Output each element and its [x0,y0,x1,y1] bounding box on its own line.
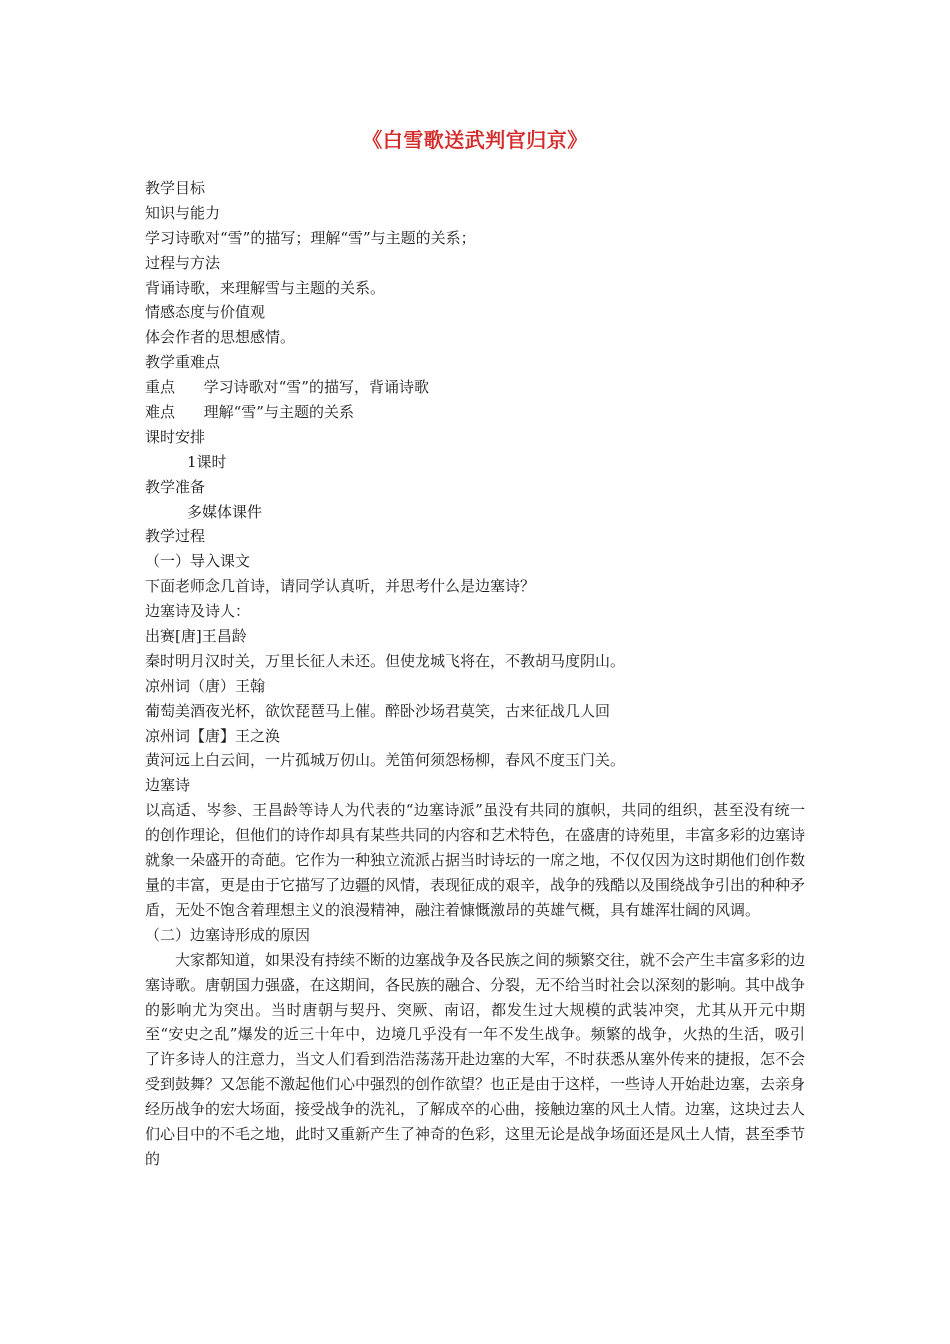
subheading-knowledge-ability: 知识与能力 [145,203,221,222]
poem-text: 秦时明月汉时关，万里长征人未还。但使龙城飞将在，不教胡马度阴山。 [145,651,626,670]
section-heading-1: （一）导入课文 [145,552,251,571]
heading-preparation: 教学准备 [145,477,206,496]
poem-title: 凉州词（唐）王翰 [145,676,266,695]
text-line: 边塞诗及诗人： [145,602,251,621]
heading-key-points: 教学重难点 [145,353,221,372]
poem-title: 出赛[唐]王昌龄 [145,627,247,646]
heading-teaching-goals: 教学目标 [145,179,206,197]
subheading-frontier-poetry: 边塞诗 [145,776,191,795]
document-title: 《白雪歌送武判官归京》 [362,128,588,152]
text-line: 下面老师念几首诗，请同学认真听，并思考什么是边塞诗？ [145,577,536,596]
document-body [145,176,805,1172]
paragraph-frontier-poetry: 以高适、岑参、王昌龄等诗人为代表的“边塞诗派”虽没有共同的旗帜，共同的组织，甚至没有统一的创作理论，但他们的诗作却具有某些共同的内容和艺术特色，在盛唐的诗苑里，丰富多彩的边塞诗就象一朵盛开的奇葩。它作为一种独立流派占据当时诗坛的一席之地，不仅仅因为这时期他们创作数量的丰富，更是由于它描写了边疆的风情，表现征成的艰辛，战争的残酷以及围绕战争引出的种种矛盾，无处不饱含着理想主义的浪漫精神，融注着慷慨激昂的英雄气概，具有雄浑壮阔的风调。 [145,801,806,919]
poem-title: 凉州词【唐】王之涣 [145,726,281,745]
paragraph-origins: 大家都知道，如果没有持续不断的边塞战争及各民族之间的频繁交往，就不会产生丰富多彩的边塞诗歌。唐朝国力强盛，在这期间，各民族的融合、分裂，无不给当时社会以深刻的影响。其中战争的影响尤为突出。当时唐朝与契丹、突厥、南诏，都发生过大规模的武装冲突，尤其从开元中期至“安史之乱”爆发的近三十年中，边境几乎没有一年不发生战争。频繁的战争，火热的生活，吸引了许多诗人的注意力，当文人们看到浩浩荡荡开赴边塞的大军，不时获悉从塞外传来的捷报，怎不会受到鼓舞？又怎能不激起他们心中强烈的创作欲望？也正是由于这样，一些诗人开始赴边塞，去亲身经历战争的宏大场面，接受战争的洗礼，了解成卒的心曲，接触边塞的风土人情。边塞，这块过去人们心目中的不毛之地，此时又重新产生了神奇的色彩，这里无论是战争场面还是风土人情，甚至季节的 [145,950,806,1168]
heading-schedule: 课时安排 [145,427,206,446]
text-line: 重点 学习诗歌对“雪”的描写，背诵诗歌 [145,378,429,397]
text-line: 体会作者的思想感情。 [145,328,296,347]
text-line: 难点 理解“雪”与主题的关系 [145,403,354,422]
text-line: 学习诗歌对“雪”的描写；理解“雪”与主题的关系； [145,228,476,247]
text-line: 多媒体课件 [187,502,263,521]
heading-teaching-process: 教学过程 [145,527,206,546]
subheading-emotion-values: 情感态度与价值观 [145,303,266,322]
subheading-process-method: 过程与方法 [145,253,221,272]
text-line: 1课时 [187,452,227,471]
text-line: 背诵诗歌，来理解雪与主题的关系。 [145,278,386,297]
poem-text: 黄河远上白云间，一片孤城万仞山。羌笛何须怨杨柳，春风不度玉门关。 [145,751,626,770]
section-heading-2: （二）边塞诗形成的原因 [145,925,311,944]
poem-text: 葡萄美酒夜光杯，欲饮琵琶马上催。醉卧沙场君莫笑，古来征战几人回 [145,701,611,720]
